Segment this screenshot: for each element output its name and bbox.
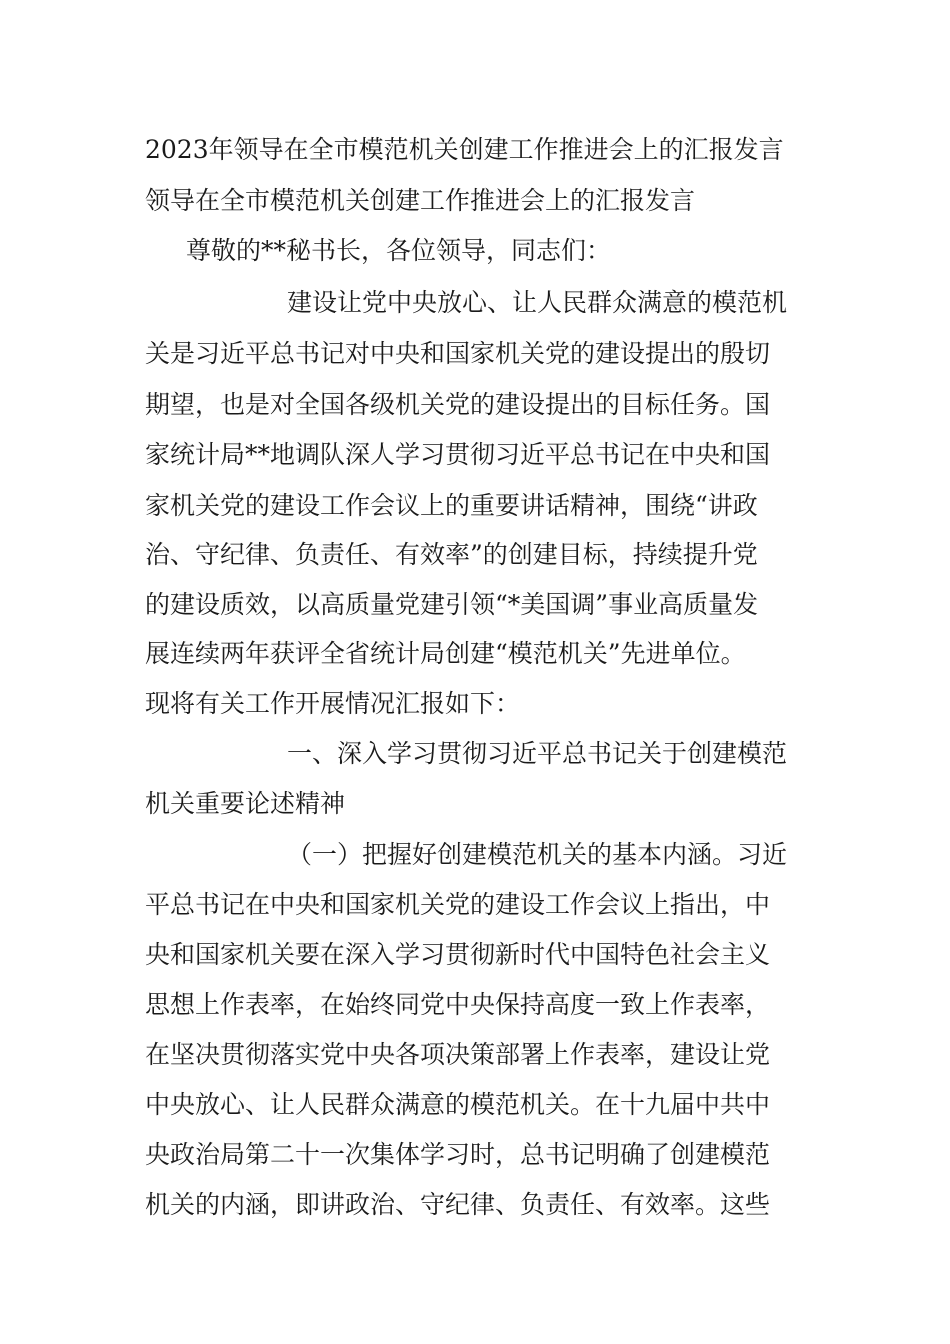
- paragraph-line: 现将有关工作开展情况汇报如下：: [145, 689, 521, 718]
- paragraph-line: 思想上作表率，在始终同党中央保持高度一致上作表率，: [145, 990, 771, 1019]
- document-title: 2023年领导在全市模范机关创建工作推进会上的汇报发言: [145, 135, 784, 164]
- paragraph-line: 中央放心、让人民群众满意的模范机关。在十九届中共中: [145, 1090, 771, 1119]
- paragraph-line: 展连续两年获评全省统计局创建“模范机关”先进单位。: [145, 639, 746, 668]
- paragraph-line: 家统计局**地调队深人学习贯彻习近平总书记在中央和国: [145, 440, 771, 469]
- paragraph-line: （一）把握好创建模范机关的基本内涵。习近: [287, 840, 788, 869]
- document-subtitle: 领导在全市模范机关创建工作推进会上的汇报发言: [145, 186, 696, 215]
- paragraph-line: 机关的内涵，即讲政治、守纪律、负责任、有效率。这些: [145, 1190, 771, 1219]
- salutation: 尊敬的**秘书长，各位领导，同志们：: [186, 236, 612, 265]
- paragraph-line: 关是习近平总书记对中央和国家机关党的建设提出的殷切: [145, 339, 771, 368]
- section-heading: 一、深入学习贯彻习近平总书记关于创建模范: [287, 739, 788, 768]
- paragraph-line: 建设让党中央放心、让人民群众满意的模范机: [287, 288, 788, 317]
- section-heading: 机关重要论述精神: [145, 789, 346, 818]
- paragraph-line: 平总书记在中央和国家机关党的建设工作会议上指出，中: [145, 890, 771, 919]
- paragraph-line: 在坚决贯彻落实党中央各项决策部署上作表率，建设让党: [145, 1040, 771, 1069]
- paragraph-line: 央和国家机关要在深入学习贯彻新时代中国特色社会主义: [145, 940, 771, 969]
- paragraph-line: 治、守纪律、负责任、有效率”的创建目标，持续提升党: [145, 540, 758, 569]
- paragraph-line: 期望，也是对全国各级机关党的建设提出的目标任务。国: [145, 390, 771, 419]
- paragraph-line: 的建设质效，以高质量党建引领“*美国调”事业高质量发: [145, 590, 759, 619]
- paragraph-line: 央政治局第二十一次集体学习时，总书记明确了创建模范: [145, 1140, 771, 1169]
- paragraph-line: 家机关党的建设工作会议上的重要讲话精神，围绕“讲政: [145, 491, 758, 520]
